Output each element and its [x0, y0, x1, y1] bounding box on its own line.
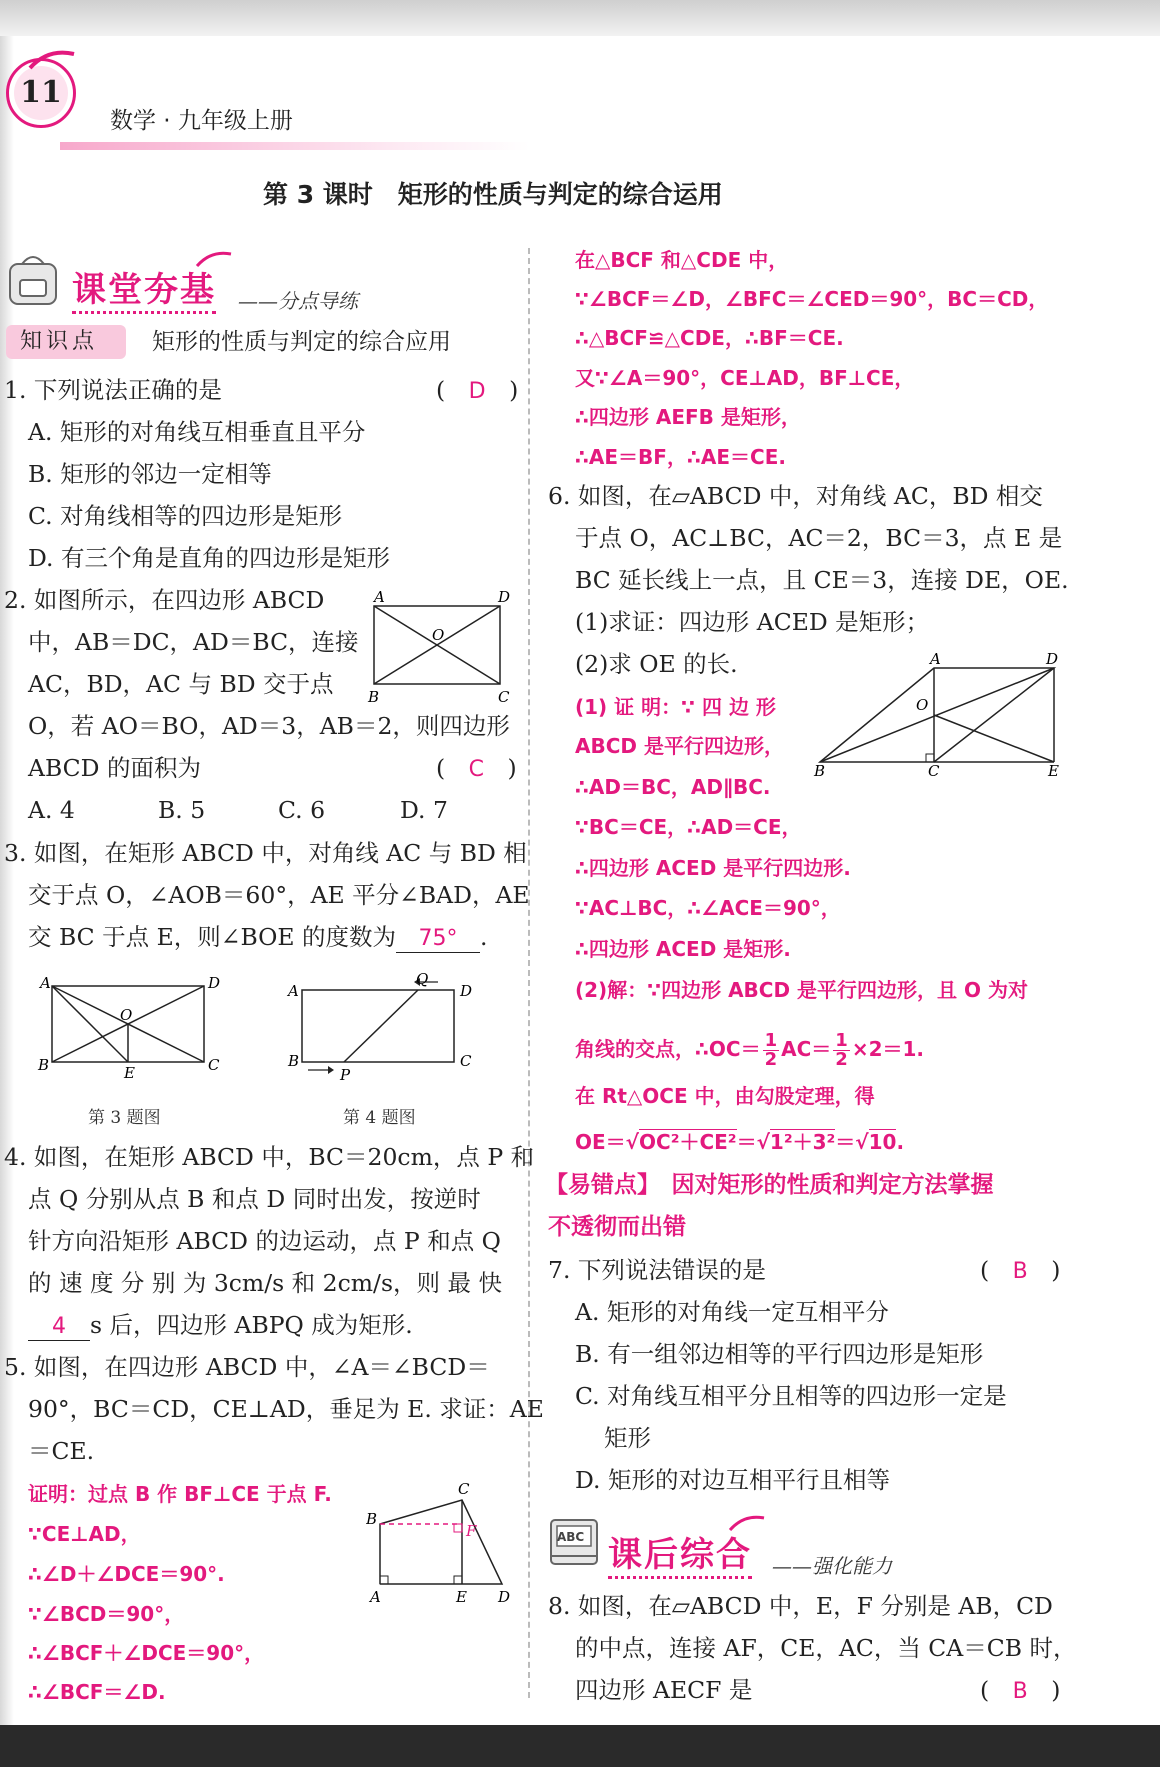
oe-d: 1²＋3²	[769, 1130, 836, 1154]
q4-line-2: 点 Q 分别从点 B 和点 D 同时出发，按逆时	[28, 1185, 481, 1213]
q2-option-c: C. 6	[278, 796, 326, 824]
oe-b: OC²＋CE²	[639, 1130, 737, 1154]
q3-line-3-text: 交 BC 于点 E，则∠BOE 的度数为	[28, 923, 397, 951]
book-title: 数学 · 九年级上册	[110, 108, 293, 134]
caption-fig4: 第 4 题图	[343, 1108, 416, 1128]
figure-q6	[808, 648, 1070, 776]
q1-stem: 1. 下列说法正确的是	[4, 376, 222, 404]
f6-label-C: C	[928, 762, 940, 776]
q6-line-4: (1)求证：四边形 ACED 是矩形；	[575, 608, 930, 636]
title-swoosh-icon-2	[728, 1512, 768, 1532]
mistake-text-1: 因对矩形的性质和判定方法掌握	[671, 1172, 994, 1198]
q6-line-1: 6. 如图，在▱ABCD 中，对角线 AC，BD 相交	[548, 482, 1043, 510]
frac-den-2: 2	[835, 1049, 848, 1070]
page-number: 11	[14, 66, 68, 120]
fraction-half-1	[763, 1032, 780, 1069]
q7-option-d: D. 矩形的对边互相平行且相等	[575, 1466, 890, 1494]
f3-label-B: B	[38, 1056, 50, 1074]
q1-answer: D	[468, 379, 486, 404]
mistake-tag: 【易错点】	[545, 1172, 649, 1198]
oe-g: .	[896, 1130, 905, 1154]
q8-line-3: 四边形 AECF 是	[575, 1676, 753, 1704]
q2-answer-bracket: ( C )	[436, 754, 517, 782]
q6-sol-10: 在 Rt△OCE 中，由勾股定理，得	[575, 1084, 875, 1108]
q3-line-2: 交于点 O，∠AOB＝60°，AE 平分∠BAD，AE	[28, 881, 530, 909]
q4-line-1: 4. 如图，在矩形 ABCD 中，BC＝20cm，点 P 和	[4, 1143, 535, 1171]
section-title-after-class: 课后综合	[608, 1527, 752, 1579]
q5-proof-6: ∴∠BCF＝∠D.	[28, 1680, 166, 1704]
frac-num-2: 1	[835, 1030, 848, 1051]
f6-label-A: A	[930, 650, 941, 668]
section-subtitle: ——分点导练	[238, 289, 358, 313]
q2-option-b: B. 5	[158, 796, 206, 824]
q5-line-1: 5. 如图，在四边形 ABCD 中，∠A＝∠BCD＝	[4, 1353, 490, 1381]
oc-suffix: ×2＝1.	[851, 1037, 925, 1061]
q7-option-c: C. 对角线互相平分且相等的四边形一定是	[575, 1382, 1007, 1410]
q6-sol-1: (1) 证 明：∵ 四 边 形	[575, 695, 776, 719]
f6-label-E: E	[1048, 762, 1059, 776]
section-title-classroom: 课堂夯基	[72, 262, 216, 314]
caption-fig3: 第 3 题图	[88, 1108, 161, 1128]
q1-option-c: C. 对角线相等的四边形是矩形	[28, 502, 343, 530]
q7-option-c-cont: 矩形	[604, 1424, 651, 1452]
f4-label-D: D	[460, 982, 473, 1000]
q4-answer: 4	[28, 1314, 90, 1341]
f2-label-B: B	[368, 688, 380, 706]
q6-sol-2: ABCD 是平行四边形，	[575, 734, 784, 758]
q2-line-5: ABCD 的面积为	[28, 754, 201, 782]
oe-e: ＝	[835, 1130, 856, 1154]
knowledge-tag: 知识点	[20, 329, 99, 354]
q5-proof-9: ∴△BCF≌△CDE，∴BF＝CE.	[575, 326, 844, 350]
fraction-half-2	[833, 1032, 850, 1069]
q5-proof-10: 又∵∠A＝90°，CE⊥AD，BF⊥CE，	[575, 366, 915, 390]
figure-q3	[36, 970, 226, 1080]
q4-line-3: 针方向沿矩形 ABCD 的边运动，点 P 和点 Q	[28, 1227, 501, 1255]
q5-proof-7: 在△BCF 和△CDE 中，	[575, 248, 789, 272]
q5-proof-8: ∵∠BCF＝∠D，∠BFC＝∠CED＝90°，BC＝CD，	[575, 287, 1049, 311]
q5-proof-3: ∴∠D＋∠DCE＝90°.	[28, 1562, 225, 1586]
q6-sol-6: ∵AC⊥BC，∴∠ACE＝90°，	[575, 896, 841, 920]
q7-option-a: A. 矩形的对角线一定互相平分	[575, 1298, 889, 1326]
q5-proof-5: ∴∠BCF＋∠DCE＝90°，	[28, 1641, 265, 1665]
f5-label-D: D	[498, 1588, 511, 1606]
q6-sol-4: ∵BC＝CE，∴AD＝CE，	[575, 815, 802, 839]
q5-proof-12: ∴AE＝BF，∴AE＝CE.	[575, 445, 786, 469]
figure-q4	[284, 966, 484, 1082]
figure-q2	[362, 588, 512, 708]
q7-answer: B	[1012, 1259, 1028, 1284]
q1-answer-bracket: ( D )	[436, 376, 519, 404]
q6-sol-9	[575, 1032, 924, 1069]
f3-label-E: E	[124, 1064, 135, 1080]
top-shadow	[0, 0, 1160, 36]
q7-option-b: B. 有一组邻边相等的平行四边形是矩形	[575, 1340, 984, 1368]
oe-c: ＝	[736, 1130, 757, 1154]
q1-option-d: D. 有三个角是直角的四边形是矩形	[28, 544, 390, 572]
f4-label-P: P	[340, 1066, 351, 1082]
f3-label-A: A	[40, 974, 51, 992]
oe-f: 10	[868, 1130, 897, 1154]
oe-a: OE＝	[575, 1130, 626, 1154]
header-bar	[60, 142, 530, 150]
f5-label-E: E	[456, 1588, 467, 1606]
q6-line-3: BC 延长线上一点，且 CE＝3，连接 DE，OE.	[575, 566, 1069, 594]
q6-sol-5: ∴四边形 ACED 是平行四边形.	[575, 856, 851, 880]
badge-swoosh-icon	[28, 48, 78, 70]
q3-answer: 75°	[396, 926, 480, 953]
q3-line-3: 交 BC 于点 E，则∠BOE 的度数为 75° .	[28, 923, 488, 953]
q6-sol-11: OE＝√OC²＋CE²＝√1²＋3²＝√10.	[575, 1130, 905, 1154]
q2-option-a: A. 4	[28, 796, 75, 824]
q2-answer: C	[468, 757, 485, 782]
lesson-title: 第 3 课时 矩形的性质与判定的综合运用	[263, 180, 723, 209]
frac-den-1: 2	[764, 1049, 778, 1070]
q5-proof-1: 证明：过点 B 作 BF⊥CE 于点 F.	[28, 1482, 332, 1506]
q4-line-5	[28, 1311, 413, 1341]
f3-label-C: C	[208, 1056, 220, 1074]
knowledge-topic: 矩形的性质与判定的综合应用	[152, 329, 451, 355]
q8-answer: B	[1012, 1679, 1028, 1704]
f5-label-A: A	[370, 1588, 381, 1606]
q1-option-b: B. 矩形的邻边一定相等	[28, 460, 272, 488]
f3-label-O: O	[120, 1006, 133, 1024]
book-icon-label: ABC	[557, 1530, 585, 1544]
f2-label-O: O	[432, 626, 445, 644]
q2-option-d: D. 7	[400, 796, 448, 824]
f2-label-A: A	[374, 588, 385, 606]
f2-label-D: D	[498, 588, 511, 606]
q4-line-4: 的 速 度 分 别 为 3cm/s 和 2cm/s，则 最 快	[28, 1269, 502, 1297]
frac-num-1: 1	[764, 1030, 778, 1051]
f4-label-C: C	[460, 1052, 472, 1070]
q4-tail: s 后，四边形 ABPQ 成为矩形.	[90, 1311, 413, 1339]
f4-label-B: B	[288, 1052, 300, 1070]
q2-line-3: AC，BD，AC 与 BD 交于点	[28, 670, 334, 698]
q2-line-2: 中，AB＝DC，AD＝BC，连接	[28, 628, 359, 656]
q8-line-1: 8. 如图，在▱ABCD 中，E，F 分别是 AB，CD	[548, 1592, 1053, 1620]
q5-proof-2: ∵CE⊥AD，	[28, 1522, 141, 1546]
q1-option-a: A. 矩形的对角线互相垂直且平分	[28, 418, 366, 446]
f3-label-D: D	[208, 974, 221, 992]
f2-label-C: C	[498, 688, 510, 706]
q8-line-2: 的中点，连接 AF，CE，AC，当 CA＝CB 时，	[575, 1634, 1077, 1662]
q5-line-3: ＝CE.	[28, 1437, 95, 1465]
backpack-icon	[4, 250, 64, 308]
f5-label-F: F	[466, 1522, 477, 1540]
oc-mid: AC＝	[781, 1037, 832, 1061]
f6-label-O: O	[916, 696, 929, 714]
title-swoosh-icon	[195, 248, 235, 268]
q6-sol-3: ∴AD＝BC，AD∥BC.	[575, 775, 771, 799]
q5-proof-11: ∴四边形 AEFB 是矩形，	[575, 405, 801, 429]
q8-answer-bracket: ( B )	[980, 1676, 1061, 1704]
f6-label-D: D	[1046, 650, 1059, 668]
mistake-line-2: 不透彻而出错	[548, 1214, 686, 1240]
f5-label-C: C	[458, 1480, 470, 1498]
column-divider	[528, 248, 530, 1698]
oc-prefix: 角线的交点，∴OC＝	[575, 1037, 761, 1061]
q3-line-1: 3. 如图，在矩形 ABCD 中，对角线 AC 与 BD 相	[4, 839, 527, 867]
f4-label-Q: Q	[416, 970, 429, 988]
f5-label-B: B	[366, 1510, 378, 1528]
q6-sol-8: (2)解：∵四边形 ABCD 是平行四边形，且 O 为对	[575, 978, 1028, 1002]
q2-line-1: 2. 如图所示，在四边形 ABCD	[4, 586, 325, 614]
q6-line-5: (2)求 OE 的长.	[575, 650, 738, 678]
q7-answer-bracket: ( B )	[980, 1256, 1061, 1284]
q6-sol-7: ∴四边形 ACED 是矩形.	[575, 937, 791, 961]
q7-stem: 7. 下列说法错误的是	[548, 1256, 766, 1284]
q2-line-4: O，若 AO＝BO，AD＝3，AB＝2，则四边形	[28, 712, 510, 740]
mistake-line-1	[545, 1172, 994, 1200]
f4-label-A: A	[288, 982, 299, 1000]
section2-subtitle: ——强化能力	[772, 1554, 892, 1578]
q5-line-2: 90°，BC＝CD，CE⊥AD，垂足为 E. 求证：AE	[28, 1395, 544, 1423]
f6-label-B: B	[814, 762, 826, 776]
q5-proof-4: ∵∠BCD＝90°，	[28, 1602, 185, 1626]
figure-q5	[366, 1478, 516, 1608]
q6-line-2: 于点 O，AC⊥BC，AC＝2，BC＝3，点 E 是	[575, 524, 1063, 552]
